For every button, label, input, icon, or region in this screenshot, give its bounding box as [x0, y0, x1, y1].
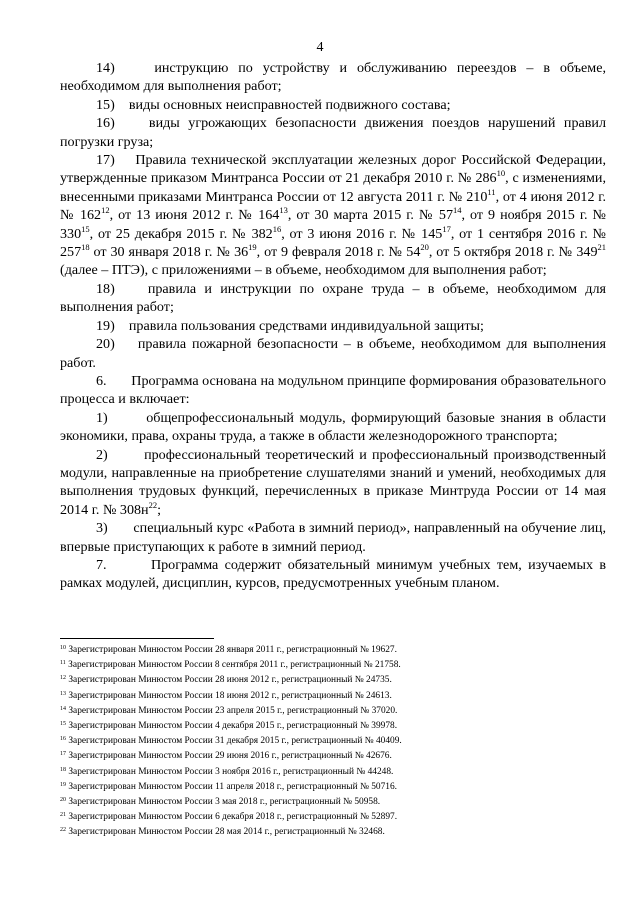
footnote-text: Зарегистрирован Минюстом России 11 апреля 2018 г., регистрационный № 50716. — [66, 781, 398, 792]
text-run: , от 30 марта 2015 г. № 57 — [287, 207, 453, 224]
paragraph — [60, 372, 606, 409]
footnote-ref: 17 — [442, 223, 451, 234]
footnote-text: Зарегистрирован Минюстом России 8 сентября 2011 г., регистрационный № 21758. — [65, 660, 401, 671]
text-run: 1) общепрофессиональный модуль, формирующий базовые знания в области экономики, права, охраны труда, а также в области железнодорожного транспорта; — [60, 409, 606, 445]
document-body — [60, 59, 606, 593]
text-run: , от 13 июня 2012 г. № 164 — [109, 207, 280, 224]
text-run: ; — [157, 501, 162, 518]
footnote — [60, 810, 606, 825]
footnote-text: Зарегистрирован Минюстом России 6 декабря 2018 г., регистрационный № 52897. — [66, 812, 398, 823]
footnote — [60, 658, 606, 673]
text-run: , с изменениями, внесенными приказами Минтранса России от 12 августа 2011 г. № 210 — [60, 170, 606, 205]
text-run: (далее – ПТЭ), с приложениями – в объеме, необходимом для выполнения работ; — [60, 262, 547, 279]
footnote — [60, 734, 606, 749]
text-run: , от 1 сентября 2016 г. № 257 — [60, 225, 606, 261]
footnote-number: 15 — [60, 721, 66, 728]
text-run: 3) специальный курс «Работа в зимний период», направленный на обучение лиц, впервые приступающих к работе в зимний период. — [60, 520, 606, 555]
footnote-number: 13 — [60, 690, 66, 697]
footnotes — [60, 643, 606, 841]
paragraph — [60, 151, 606, 280]
footnote-number: 20 — [60, 797, 66, 804]
footnote-text: Зарегистрирован Минюстом России 28 мая 2014 г., регистрационный № 32468. — [66, 827, 385, 838]
text-run: 19) правила пользования средствами индивидуальной защиты; — [96, 317, 484, 334]
footnote-ref: 14 — [453, 205, 462, 216]
text-run: 18) правила и инструкции по охране труда – в объеме, необходимом для выполнения работ; — [60, 280, 606, 316]
footnote — [60, 673, 606, 688]
footnote — [60, 704, 606, 719]
paragraph — [60, 446, 606, 520]
footnote-text: Зарегистрирован Минюстом России 29 июня 2016 г., регистрационный № 42676. — [66, 751, 392, 762]
footnote — [60, 719, 606, 734]
footnote-separator — [60, 638, 214, 639]
text-run: , от 25 декабря 2015 г. № 382 — [89, 225, 273, 242]
footnote-number: 11 — [60, 660, 66, 667]
footnote-ref: 10 — [496, 168, 506, 179]
paragraph — [60, 96, 606, 114]
footnote — [60, 689, 606, 704]
footnote-ref: 15 — [81, 223, 90, 234]
footnote — [60, 780, 606, 795]
text-run: 14) инструкцию по устройству и обслуживанию переездов – в объеме, необходимом для выполнения работ; — [60, 60, 606, 95]
footnote-number: 14 — [60, 705, 66, 712]
text-run: от 30 января 2018 г. № 36 — [89, 244, 249, 261]
footnote-number: 18 — [60, 766, 66, 773]
text-run: 2) профессиональный теоретический и профессиональный производственный модули, направленные на приобретение слушателями знаний и умений, необходимых для выполнения трудовых функций, перечисленных в приказе Минтруда России от 14 мая 2014 г. № 308н — [60, 446, 606, 518]
footnote-ref: 12 — [101, 205, 110, 216]
footnote-number: 12 — [60, 675, 66, 682]
page-number: 4 — [316, 40, 324, 55]
text-run: 6. Программа основана на модульном принципе формирования образовательного процесса и включает: — [60, 372, 606, 408]
footnote-ref: 16 — [272, 223, 282, 234]
text-run: , от 9 февраля 2018 г. № 54 — [256, 244, 421, 261]
footnote-text: Зарегистрирован Минюстом России 23 апреля 2015 г., регистрационный № 37020. — [66, 705, 398, 716]
text-run: 17) Правила технической эксплуатации железных дорог Российской Федерации, утвержденные приказом Минтранса России от 21 декабря 2010 г. № 286 — [60, 152, 606, 187]
footnote-number: 10 — [60, 645, 66, 651]
footnote — [60, 643, 606, 658]
footnote-text: Зарегистрирован Минюстом России 28 июня 2012 г., регистрационный № 24735. — [66, 675, 392, 686]
footnote — [60, 795, 606, 810]
text-run: , от 3 июня 2016 г. № 145 — [281, 225, 443, 242]
text-run: 16) виды угрожающих безопасности движения поездов нарушений правил погрузки груза; — [60, 115, 606, 150]
footnote-text: Зарегистрирован Минюстом России 4 декабря 2015 г., регистрационный № 39978. — [66, 721, 398, 732]
footnote-text: Зарегистрирован Минюстом России 3 ноября 2016 г., регистрационный № 44248. — [66, 766, 394, 777]
footnote-ref: 22 — [148, 499, 158, 510]
footnote-text: Зарегистрирован Минюстом России 31 декабря 2015 г., регистрационный № 40409. — [66, 736, 402, 747]
paragraph — [60, 114, 606, 151]
text-run: 20) правила пожарной безопасности – в объеме, необходимом для выполнения работ. — [60, 336, 606, 371]
footnote-text: Зарегистрирован Минюстом России 28 января 2011 г., регистрационный № 19627. — [66, 645, 397, 655]
footnote — [60, 765, 606, 780]
paragraph — [60, 519, 606, 556]
footnote-text: Зарегистрирован Минюстом России 18 июня 2012 г., регистрационный № 24613. — [66, 690, 392, 701]
paragraph — [60, 335, 606, 372]
footnote-number: 22 — [60, 827, 66, 834]
footnote-number: 16 — [60, 736, 66, 743]
footnote-text: Зарегистрирован Минюстом России 3 мая 2018 г., регистрационный № 50958. — [66, 797, 381, 808]
footnote-ref: 18 — [81, 242, 90, 253]
footnote-ref: 11 — [487, 186, 496, 197]
footnote — [60, 825, 606, 840]
text-run: 15) виды основных неисправностей подвижного состава; — [96, 96, 451, 113]
text-run: , от 5 октября 2018 г. № 349 — [428, 244, 598, 261]
paragraph — [60, 409, 606, 446]
paragraph — [60, 59, 606, 96]
footnote-number: 17 — [60, 751, 66, 758]
footnote-ref: 13 — [279, 205, 288, 216]
paragraph — [60, 317, 606, 335]
text-run: , от 4 июня 2012 г. № 162 — [60, 188, 606, 224]
footnote-ref: 20 — [420, 242, 429, 253]
paragraph — [60, 556, 606, 593]
text-run: 7. Программа содержит обязательный минимум учебных тем, изучаемых в рамках модулей, дисциплин, курсов, предусмотренных учебным планом. — [60, 556, 606, 592]
footnote-number: 21 — [60, 812, 66, 819]
paragraph — [60, 280, 606, 317]
footnote — [60, 749, 606, 764]
text-run: , от 9 ноября 2015 г. № 330 — [60, 207, 606, 242]
footnote-ref: 19 — [248, 242, 257, 253]
footnote-number: 19 — [60, 781, 66, 788]
footnote-ref: 21 — [597, 242, 607, 253]
